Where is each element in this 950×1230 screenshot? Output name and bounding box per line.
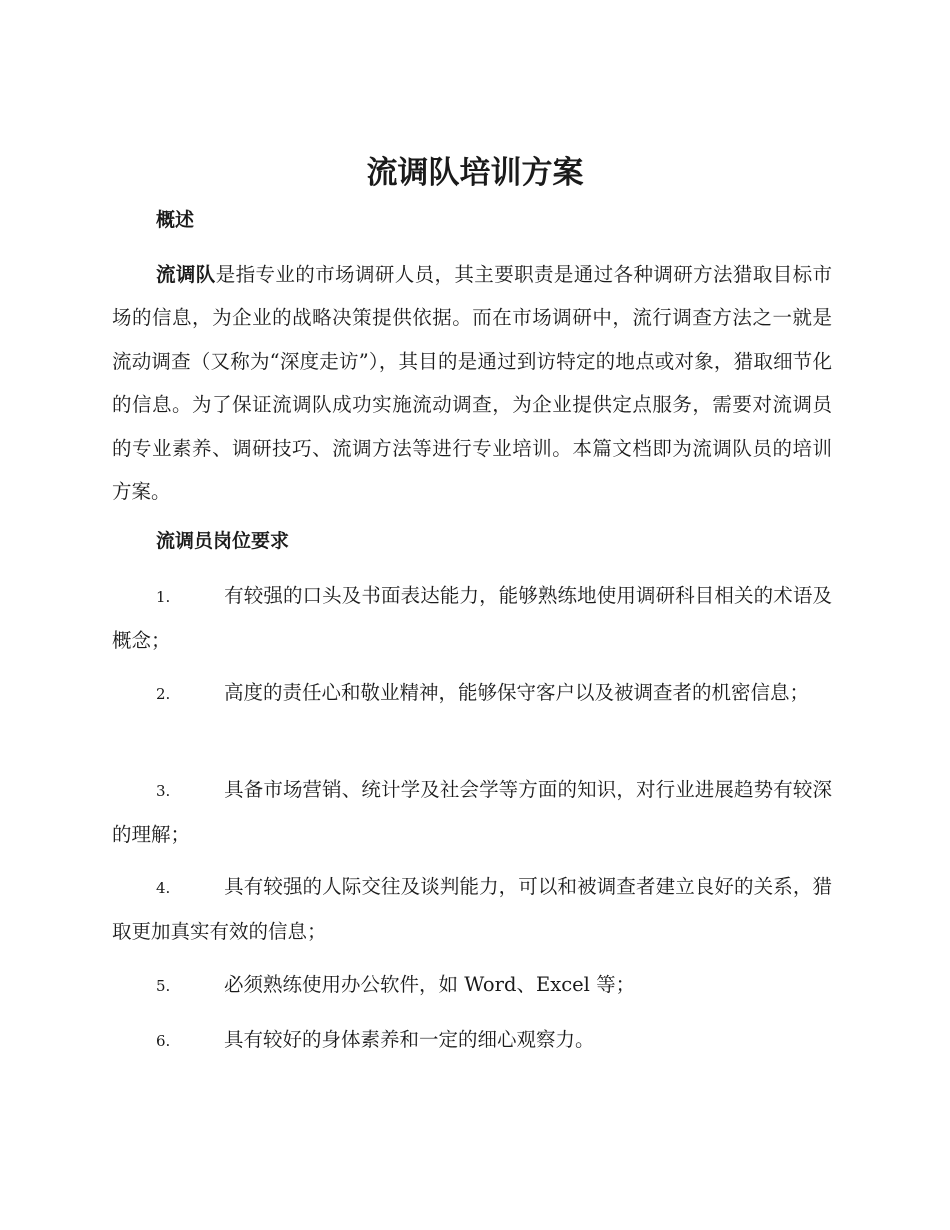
- requirement-text: 必须熟练使用办公软件，如 Word、Excel 等；: [224, 973, 636, 996]
- requirement-number: 4.: [156, 879, 171, 897]
- requirement-item: [112, 865, 832, 954]
- requirement-item: [112, 671, 832, 716]
- requirement-text: 有较强的口头及书面表达能力，能够熟练地使用调研科目相关的术语及概念；: [112, 584, 832, 653]
- requirement-text: 具备市场营销、统计学及社会学等方面的知识，对行业进展趋势有较深的理解；: [112, 778, 832, 847]
- requirement-item: [112, 963, 832, 1008]
- document-title: 流调队培训方案: [366, 155, 584, 191]
- overview-lead-term: 流调队: [156, 263, 216, 286]
- requirement-item: [112, 768, 832, 857]
- overview-paragraph: [112, 253, 832, 513]
- section-heading-requirements: 流调员岗位要求: [156, 530, 290, 552]
- requirement-item: [112, 574, 832, 663]
- requirement-number: 3.: [156, 782, 171, 800]
- section-heading-overview: 概述: [156, 209, 195, 231]
- requirement-number: 2.: [156, 685, 171, 703]
- requirement-item: [112, 1018, 832, 1063]
- requirement-number: 6.: [156, 1032, 171, 1050]
- requirement-number: 1.: [156, 588, 171, 606]
- overview-body-text: 是指专业的市场调研人员，其主要职责是通过各种调研方法猎取目标市场的信息，为企业的战略决策提供依据。而在市场调研中，流行调查方法之一就是流动调查（又称为“深度走访”），其目的是通过到访特定的地点或对象，猎取细节化的信息。为了保证流调队成功实施流动调查，为企业提供定点服务，需要对流调员的专业素养、调研技巧、流调方法等进行专业培训。本篇文档即为流调队员的培训方案。: [112, 263, 832, 504]
- requirement-text: 具有较好的身体素养和一定的细心观察力。: [224, 1028, 595, 1051]
- requirement-number: 5.: [156, 977, 171, 995]
- requirement-text: 高度的责任心和敬业精神，能够保守客户以及被调查者的机密信息；: [224, 681, 810, 704]
- requirement-text: 具有较强的人际交往及谈判能力，可以和被调查者建立良好的关系，猎取更加真实有效的信息；: [112, 875, 832, 944]
